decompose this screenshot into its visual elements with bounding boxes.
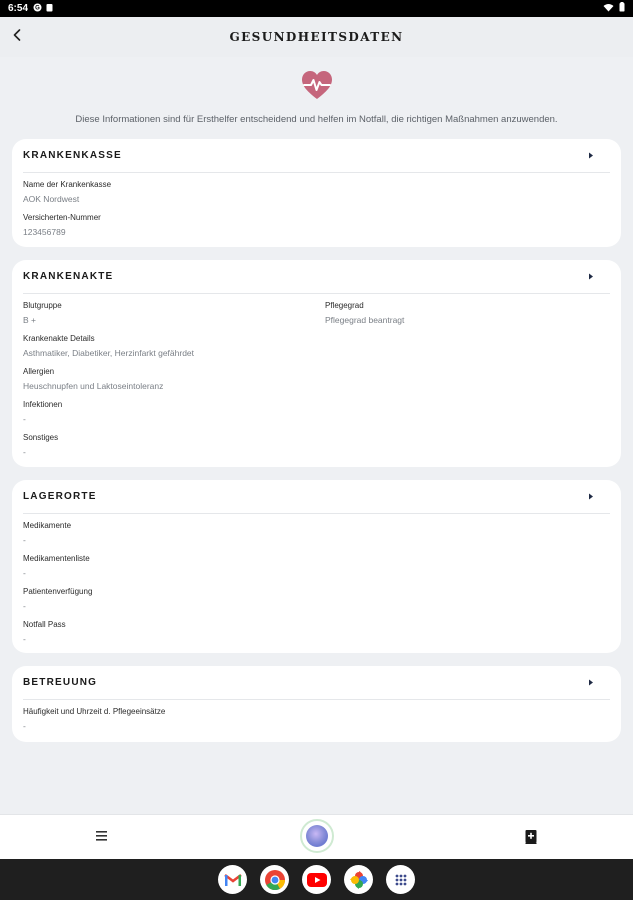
field-value: -: [23, 601, 26, 611]
field-value: Pflegegrad beantragt: [325, 315, 405, 325]
sim-icon: [33, 3, 42, 15]
krankenkasse-title: KRANKENKASSE: [23, 150, 122, 161]
svg-text:G: G: [35, 5, 40, 12]
chrome-icon[interactable]: [260, 865, 289, 894]
lagerorte-title: LAGERORTE: [23, 491, 97, 502]
field-label: Häufigkeit und Uhrzeit d. Pflegeeinsätze: [23, 707, 166, 716]
field-blutgruppe: [23, 301, 62, 326]
field-value: Heuschnupfen und Laktoseintoleranz: [23, 381, 164, 391]
field-value: Asthmatiker, Diabetiker, Herzinfarkt gefährdet: [23, 348, 195, 358]
field-sonstiges: [23, 433, 58, 458]
field-label: Allergien: [23, 367, 55, 376]
clipboard-icon: [46, 3, 53, 15]
back-button[interactable]: [7, 27, 27, 47]
card-betreuung: [12, 666, 621, 742]
menu-icon: [94, 830, 110, 847]
menu-button[interactable]: [94, 829, 110, 843]
field-label: Medikamentenliste: [23, 554, 90, 563]
field-label: Krankenakte Details: [23, 334, 95, 343]
field-value: 123456789: [23, 227, 66, 237]
field-krankenakte-details: [23, 334, 194, 359]
status-bar: [0, 0, 633, 17]
field-value: -: [23, 721, 26, 731]
card-krankenkasse: [12, 139, 621, 247]
field-value: B +: [23, 315, 36, 325]
field-label: Medikamente: [23, 521, 72, 530]
lagerorte-header[interactable]: [23, 480, 610, 514]
field-label: Pflegegrad: [325, 301, 364, 310]
status-time: 6:54: [8, 3, 29, 14]
card-krankenakte: [12, 260, 621, 467]
medical-book-button[interactable]: [524, 829, 539, 845]
bottom-nav: [0, 814, 633, 859]
battery-icon: [619, 2, 625, 15]
page-title: GESUNDHEITSDATEN: [229, 30, 404, 44]
youtube-icon[interactable]: [302, 865, 331, 894]
field-value: -: [23, 535, 26, 545]
chevron-right-icon: [588, 273, 596, 281]
gmail-icon[interactable]: [218, 865, 247, 894]
field-label: Blutgruppe: [23, 301, 62, 310]
medical-book-icon: [524, 832, 539, 849]
krankenakte-title: KRANKENAKTE: [23, 271, 114, 282]
field-allergien: [23, 367, 163, 392]
field-value: -: [23, 414, 26, 424]
intro-text: Diese Informationen sind für Ersthelfer entscheidend und helfen im Notfall, die richtigen Maßnahmen anzuwenden.: [75, 114, 558, 125]
field-label: Versicherten-Nummer: [23, 213, 101, 222]
assistant-icon: [306, 825, 328, 847]
field-label: Infektionen: [23, 400, 63, 409]
field-label: Notfall Pass: [23, 620, 66, 629]
field-value: -: [23, 568, 26, 578]
chevron-right-icon: [588, 493, 596, 501]
wifi-icon: [603, 3, 614, 15]
field-krankenkasse-name: [23, 180, 111, 205]
app-drawer-icon[interactable]: [386, 865, 415, 894]
card-lagerorte: [12, 480, 621, 653]
chevron-right-icon: [588, 152, 596, 160]
field-value: AOK Nordwest: [23, 194, 80, 204]
field-notfall-pass: [23, 620, 66, 645]
app-bar: [0, 17, 633, 57]
field-pflegegrad: [325, 301, 404, 326]
krankenkasse-header[interactable]: [23, 139, 610, 173]
chevron-left-icon: [13, 28, 21, 46]
field-value: -: [23, 447, 26, 457]
system-dock: [0, 859, 633, 900]
krankenakte-header[interactable]: [23, 260, 610, 294]
chevron-right-icon: [588, 679, 596, 687]
field-medikamente: [23, 521, 71, 546]
assistant-button[interactable]: [300, 819, 334, 853]
field-value: -: [23, 634, 26, 644]
field-label: Name der Krankenkasse: [23, 180, 112, 189]
field-patientenverfuegung: [23, 587, 92, 612]
photos-icon[interactable]: [344, 865, 373, 894]
field-medikamentenliste: [23, 554, 90, 579]
betreuung-header[interactable]: [23, 666, 610, 700]
main-content: [0, 57, 633, 814]
field-label: Sonstiges: [23, 433, 59, 442]
field-label: Patientenverfügung: [23, 587, 93, 596]
betreuung-title: BETREUUNG: [23, 677, 98, 688]
field-infektionen: [23, 400, 62, 425]
field-versicherten-nummer: [23, 213, 101, 238]
heartbeat-icon: [300, 69, 334, 101]
field-pflegeeinsaetze: [23, 707, 165, 732]
